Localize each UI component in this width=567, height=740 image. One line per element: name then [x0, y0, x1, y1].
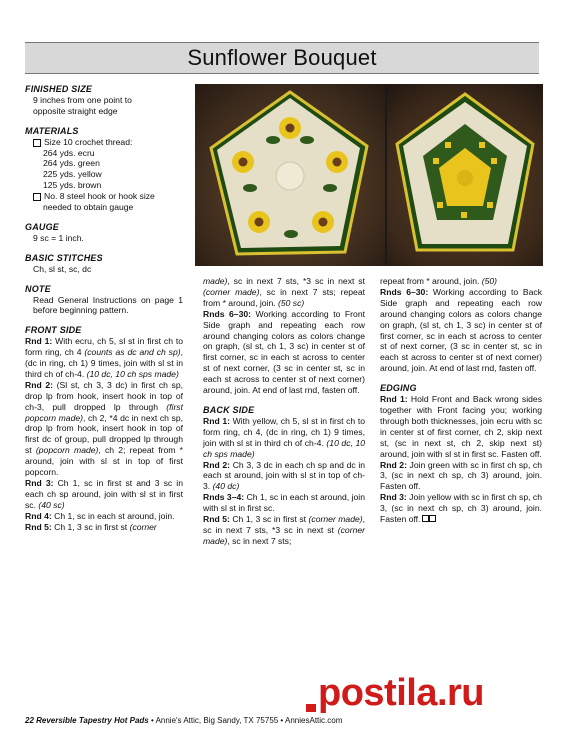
yarn-line: 225 yds. yellow	[43, 169, 102, 180]
instruction-rnd-cont: made), sc in next 7 sts, *3 sc in next st (corner made), sc in next 7 sts; repeat from * around, join. (50 sc)	[203, 276, 365, 308]
back-hot-pad-image	[387, 84, 543, 266]
page-title: Sunflower Bouquet	[187, 45, 377, 70]
sunflower-hot-pad-image	[195, 84, 385, 266]
instruction-rnd: Rnd 1: With ecru, ch 5, sl st in first ch to form ring, ch 4 (counts as dc and ch sp), (dc in ring, ch 1) 9 times, join with sl st in third ch of ch-4. (10 dc, 10 ch sps made)	[25, 336, 184, 379]
back-side-photo	[387, 84, 543, 266]
back-side-heading: BACK SIDE	[203, 404, 255, 415]
instruction-rnd: Rnd 1: With yellow, ch 5, sl st in first ch to form ring, ch 4, (dc in ring, ch 1) 9 times, join with sl st in third ch of ch-4. (10 dc, 10 ch sps made)	[203, 415, 366, 459]
yarn-line: 264 yds. ecru	[43, 147, 95, 158]
edging-heading: EDGING	[380, 383, 417, 394]
finished-size-line: opposite straight edge	[33, 105, 118, 116]
front-side-heading: FRONT SIDE	[25, 325, 82, 336]
instruction-rnd-cont: repeat from * around, join. (50)	[380, 276, 498, 286]
instruction-rnd: Rnd 2: (Sl st, ch 3, 3 dc) in first ch sp, drop lp from hook, insert hook in top of ch-3, pull dropped lp through (first popcorn made), ch 2, *4 dc in next ch sp, drop lp from hook, insert hook in top of first dc of group, pull dropped lp through st (popcorn made), ch 2; repeat from * around, join with sl st in top of first popcorn.	[25, 379, 184, 478]
materials-heading: MATERIALS	[25, 125, 79, 136]
title-bar	[25, 42, 539, 74]
instruction-rnd: Rnd 1: Hold Front and Back wrong sides together with Front facing you; working through both thicknesses, join ecru with sc in center st of first corner, ch 2, skip next st, (sc in next st, ch 2, skip next st) around, join with sl st in first sc. Fasten off.	[380, 394, 542, 459]
note-text: Read General Instructions on page 1 before beginning pattern.	[33, 294, 183, 316]
basic-stitches-heading: BASIC STITCHES	[25, 252, 103, 263]
instruction-rnd: Rnd 5: Ch 1, 3 sc in first st (corner	[25, 521, 157, 532]
left-column	[25, 84, 183, 533]
instruction-rnd: Rnd 5: Ch 1, 3 sc in first st (corner made), sc in next 7 sts, *3 sc in next st (corner made), sc in next 7 sts;	[203, 514, 366, 546]
hot-pad-photos	[195, 84, 543, 266]
instruction-rnd: Rnds 6–30: Working according to Front Side graph and repeating each row around changing colors as colors change on graph, (sl st, ch 1, 3 sc) in center st of first corner, sc in each st across to center st of next corner, (3 sc in center st, sc in each st across to center st of next corner) around, join. At end of last rnd, fasten off.	[203, 308, 365, 396]
watermark: postila.ru	[318, 672, 485, 714]
materials-item-cont: needed to obtain gauge	[43, 202, 134, 213]
front-side-photo	[195, 84, 385, 266]
right-column	[380, 276, 542, 525]
gauge-heading: GAUGE	[25, 221, 60, 232]
instruction-rnd: Rnd 3: Ch 1, sc in first st and 3 sc in each ch sp around, join with sl st in first sc. (40 sc)	[25, 478, 183, 510]
instruction-rnd: Rnd 2: Ch 3, 3 dc in each ch sp and dc in each st around, join with sl st in top of ch-3. (40 dc)	[203, 459, 366, 492]
yarn-line: 125 yds. brown	[43, 180, 102, 191]
basic-stitches-text: Ch, sl st, sc, dc	[33, 263, 92, 274]
instruction-rnd: Rnd 4: Ch 1, sc in each st around, join.	[25, 510, 175, 521]
instruction-rnd: Rnd 2: Join green with sc in first ch sp, ch 3, (sc in next ch sp, ch 3) around, join. Fasten off.	[380, 459, 542, 492]
page-footer: 22 Reversible Tapestry Hot Pads • Annie's Attic, Big Sandy, TX 75755 • AnniesAttic.com	[25, 716, 343, 725]
checkbox-icon	[33, 139, 41, 147]
end-mark-icon	[422, 515, 429, 522]
instruction-rnd: Rnds 6–30: Working according to Back Side graph and repeating each row around changing colors as colors change on graph, (sl st, ch 1, 3 sc) in center st of first corner, sc in each st across to center st of next corner, (3 sc in center st, sc in each st across to center st of next corner) around, join. At end of last rnd, fasten off.	[380, 286, 542, 374]
watermark-logo-icon	[306, 704, 316, 712]
instruction-rnd: Rnds 3–4: Ch 1, sc in each st around, join with sl st in first sc.	[203, 492, 365, 514]
finished-size-heading: FINISHED SIZE	[25, 84, 93, 94]
middle-column	[203, 276, 365, 547]
checkbox-icon	[33, 193, 41, 201]
gauge-text: 9 sc = 1 inch.	[33, 232, 84, 243]
note-heading: NOTE	[25, 283, 51, 294]
materials-item: Size 10 crochet thread:	[25, 137, 183, 148]
materials-item: No. 8 steel hook or hook size	[25, 191, 183, 202]
instruction-rnd: Rnd 3: Join yellow with sc in first ch sp, ch 3, (sc in next ch sp, ch 3) around, join. Fasten off.	[380, 492, 542, 525]
end-mark-icon	[429, 515, 436, 522]
yarn-line: 264 yds. green	[43, 158, 100, 169]
finished-size-line: 9 inches from one point to	[33, 94, 132, 105]
